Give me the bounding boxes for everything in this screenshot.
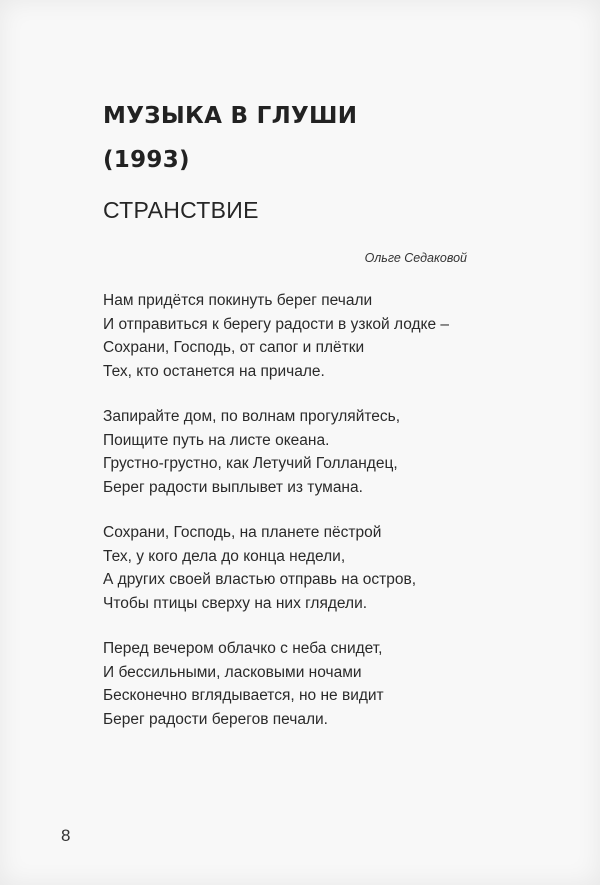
poem-line: И отправиться к берегу радости в узкой лодке – — [103, 315, 450, 333]
poem-title: СТРАНСТВИЕ — [103, 197, 259, 223]
poem-line: Перед вечером облачко с неба снидет, — [103, 640, 383, 657]
poem-line: Тех, у кого дела до конца недели, — [103, 547, 346, 565]
poem-line: Бесконечно вглядывается, но не видит — [103, 687, 384, 704]
poem-dedication: Ольге Седаковой — [364, 251, 467, 265]
page-number: 8 — [61, 826, 71, 845]
poem-line: Тех, кто останется на причале. — [103, 362, 325, 380]
poem-line: А других своей властью отправь на остров, — [103, 571, 417, 588]
poem-line: И бессильными, ласковыми ночами — [103, 663, 362, 681]
poem-line: Сохрани, Господь, от сапог и плётки — [103, 339, 365, 356]
stanza-1 — [103, 289, 449, 383]
poem-line: Чтобы птицы сверху на них глядели. — [103, 594, 368, 612]
stanza-2 — [103, 405, 449, 499]
section-title — [103, 94, 357, 182]
poem-line: Поищите путь на листе океана. — [103, 431, 330, 449]
poem-line: Запирайте дом, по волнам прогуляйтесь, — [103, 408, 401, 425]
poem-line: Нам придётся покинуть берег печали — [103, 292, 373, 309]
section-title-main: МУЗЫКА В ГЛУШИ — [103, 103, 358, 129]
section-title-year: (1993) — [103, 147, 190, 173]
poem-line: Берег радости выплывет из тумана. — [103, 478, 363, 496]
poem-body — [103, 289, 449, 753]
poem-line: Грустно-грустно, как Летучий Голландец, — [103, 455, 398, 472]
stanza-3 — [103, 521, 449, 615]
poem-line: Берег радости берегов печали. — [103, 710, 328, 728]
stanza-4 — [103, 637, 449, 731]
poem-line: Сохрани, Господь, на планете пёстрой — [103, 524, 382, 541]
